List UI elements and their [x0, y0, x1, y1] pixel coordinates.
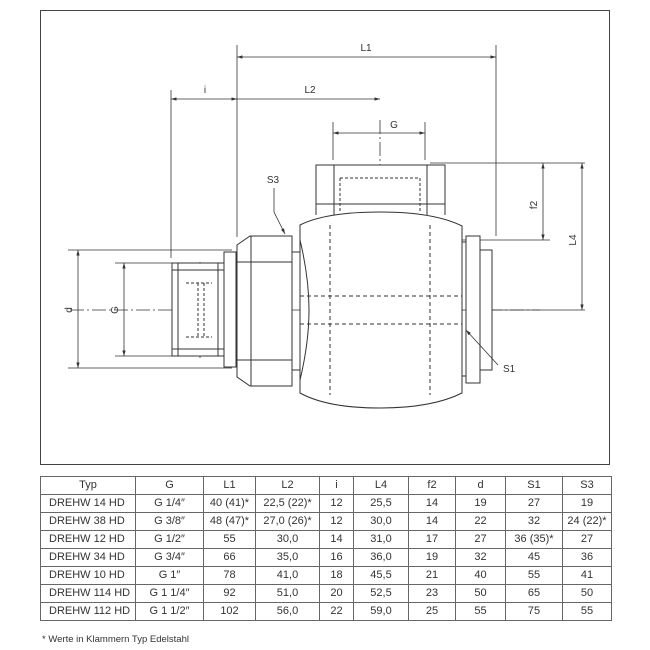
- table-cell: 14: [320, 531, 354, 549]
- col-header: Typ: [41, 477, 136, 495]
- table-row: [41, 603, 612, 621]
- technical-drawing: [40, 10, 610, 465]
- table-cell: 27,0 (26)*: [256, 513, 320, 531]
- table-cell: 55: [506, 567, 563, 585]
- table-cell: 45: [506, 549, 563, 567]
- table-row: [41, 549, 612, 567]
- table-cell: 75: [506, 603, 563, 621]
- spec-table: [40, 476, 612, 621]
- table-row: [41, 567, 612, 585]
- table-cell: 31,0: [354, 531, 409, 549]
- table-row: [41, 585, 612, 603]
- col-header: i: [320, 477, 354, 495]
- table-header-row: [41, 477, 612, 495]
- col-header: G: [136, 477, 204, 495]
- table-cell: 19: [409, 549, 456, 567]
- table-cell: 19: [456, 495, 506, 513]
- table-cell: 22: [320, 603, 354, 621]
- table-cell: 59,0: [354, 603, 409, 621]
- table-cell: 22: [456, 513, 506, 531]
- table-row: [41, 513, 612, 531]
- table-cell: 20: [320, 585, 354, 603]
- footnote: * Werte in Klammern Typ Edelstahl: [42, 634, 189, 645]
- table-cell: 24 (22)*: [563, 513, 612, 531]
- table-cell: 32: [506, 513, 563, 531]
- table-cell: 55: [563, 603, 612, 621]
- table-cell: 55: [204, 531, 256, 549]
- table-cell: 21: [409, 567, 456, 585]
- table-cell: 14: [409, 513, 456, 531]
- col-header: f2: [409, 477, 456, 495]
- table-cell: 50: [563, 585, 612, 603]
- table-cell: G 1/4″: [136, 495, 204, 513]
- col-header: S1: [506, 477, 563, 495]
- table-cell: 36,0: [354, 549, 409, 567]
- table-cell: 102: [204, 603, 256, 621]
- table-cell: 48 (47)*: [204, 513, 256, 531]
- table-cell: 55: [456, 603, 506, 621]
- label-L2: L2: [304, 85, 316, 96]
- table-cell: 27: [563, 531, 612, 549]
- table-cell: 78: [204, 567, 256, 585]
- table-cell: G 1″: [136, 567, 204, 585]
- table-cell: 27: [456, 531, 506, 549]
- table-cell: 30,0: [354, 513, 409, 531]
- table-cell: 40 (41)*: [204, 495, 256, 513]
- col-header: d: [456, 477, 506, 495]
- table-cell: 36: [563, 549, 612, 567]
- table-cell: G 3/4″: [136, 549, 204, 567]
- table-cell: G 1 1/4″: [136, 585, 204, 603]
- table-cell: 16: [320, 549, 354, 567]
- table-cell: 32: [456, 549, 506, 567]
- label-S3: S3: [266, 175, 280, 186]
- label-G-left: G: [110, 306, 121, 314]
- label-i: i: [203, 85, 207, 96]
- table-cell: 35,0: [256, 549, 320, 567]
- table-cell: DREHW 114 HD: [41, 585, 136, 603]
- table-cell: 17: [409, 531, 456, 549]
- table-cell: 52,5: [354, 585, 409, 603]
- table-cell: 25,5: [354, 495, 409, 513]
- table-cell: DREHW 14 HD: [41, 495, 136, 513]
- table-cell: 92: [204, 585, 256, 603]
- table-cell: 18: [320, 567, 354, 585]
- label-G-top: G: [390, 120, 398, 131]
- label-S1: S1: [503, 364, 516, 375]
- table-cell: DREHW 10 HD: [41, 567, 136, 585]
- col-header: S3: [563, 477, 612, 495]
- table-cell: 66: [204, 549, 256, 567]
- table-cell: 36 (35)*: [506, 531, 563, 549]
- table-cell: 30,0: [256, 531, 320, 549]
- table-cell: 12: [320, 495, 354, 513]
- table-cell: 45,5: [354, 567, 409, 585]
- table-cell: DREHW 34 HD: [41, 549, 136, 567]
- table-cell: DREHW 38 HD: [41, 513, 136, 531]
- table-cell: 27: [506, 495, 563, 513]
- col-header: L2: [256, 477, 320, 495]
- table-cell: 19: [563, 495, 612, 513]
- label-f2: f2: [529, 200, 540, 210]
- table-cell: 56,0: [256, 603, 320, 621]
- table-cell: 50: [456, 585, 506, 603]
- col-header: L4: [354, 477, 409, 495]
- table-cell: 22,5 (22)*: [256, 495, 320, 513]
- table-cell: 14: [409, 495, 456, 513]
- table-cell: G 1/2″: [136, 531, 204, 549]
- leader-S3: [274, 188, 285, 234]
- table-cell: G 3/8″: [136, 513, 204, 531]
- table-cell: 40: [456, 567, 506, 585]
- table-row: [41, 495, 612, 513]
- fitting-body: [172, 165, 492, 408]
- col-header: L1: [204, 477, 256, 495]
- label-d: d: [64, 307, 75, 313]
- table-cell: 41: [563, 567, 612, 585]
- label-L1: L1: [360, 43, 372, 54]
- table-cell: DREHW 12 HD: [41, 531, 136, 549]
- table-cell: G 1 1/2″: [136, 603, 204, 621]
- table-cell: DREHW 112 HD: [41, 603, 136, 621]
- table-cell: 23: [409, 585, 456, 603]
- table-cell: 12: [320, 513, 354, 531]
- table-cell: 51,0: [256, 585, 320, 603]
- table-cell: 65: [506, 585, 563, 603]
- label-L4: L4: [568, 234, 579, 246]
- table-row: [41, 531, 612, 549]
- table-cell: 41,0: [256, 567, 320, 585]
- table-cell: 25: [409, 603, 456, 621]
